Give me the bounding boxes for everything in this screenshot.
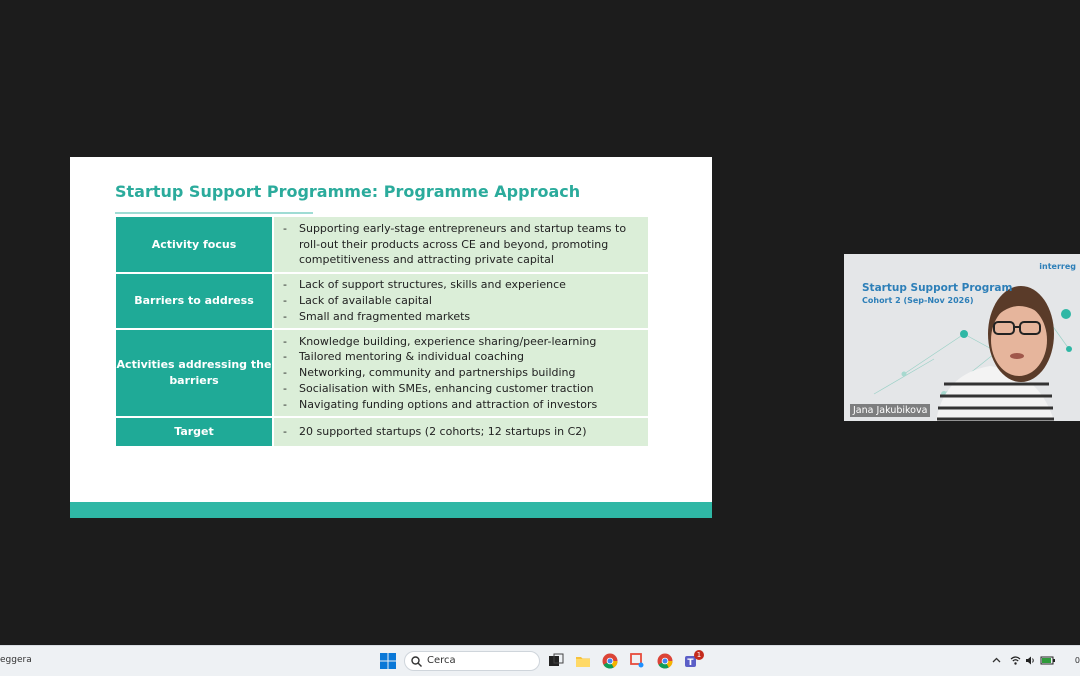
taskbar-search-input[interactable] bbox=[404, 651, 540, 671]
video-background-network bbox=[844, 254, 1080, 421]
slide-title: Startup Support Programme: Programme Approach bbox=[115, 182, 581, 201]
windows-start-icon[interactable] bbox=[380, 653, 396, 669]
table-row bbox=[116, 329, 648, 417]
row-content bbox=[273, 273, 648, 329]
search-placeholder: Cerca bbox=[427, 655, 456, 666]
participant-video-tile[interactable] bbox=[844, 254, 1080, 421]
table-row bbox=[116, 217, 648, 273]
approach-table bbox=[116, 217, 648, 448]
slide-footer-bar bbox=[70, 502, 712, 518]
row-content bbox=[273, 329, 648, 417]
row-label: Activities addressing the barriers bbox=[116, 329, 273, 417]
bullet-list bbox=[274, 424, 648, 440]
list-item: - Supporting early-stage entrepreneurs and startup teams to roll-out their products across CE and beyond, promoting competitiveness and attracting private capital bbox=[283, 221, 648, 268]
search-icon bbox=[411, 656, 422, 667]
battery-icon[interactable] bbox=[1040, 655, 1056, 666]
row-content bbox=[273, 417, 648, 447]
wifi-icon[interactable] bbox=[1010, 655, 1021, 666]
teams-notification-badge: 1 bbox=[694, 650, 704, 660]
bullet-list bbox=[274, 334, 648, 413]
list-item: - Knowledge building, experience sharing/peer-learning bbox=[283, 334, 648, 350]
video-background-title: Startup Support Program bbox=[862, 282, 1013, 294]
bullet-list bbox=[274, 277, 648, 324]
participant-name-label: Jana Jakubikova bbox=[850, 404, 930, 417]
chevron-up-icon[interactable] bbox=[992, 656, 1001, 665]
list-item: - Small and fragmented markets bbox=[283, 309, 648, 325]
interreg-logo: interreg bbox=[1039, 262, 1076, 271]
clock-fragment[interactable]: 0 bbox=[1074, 656, 1080, 665]
windows-taskbar bbox=[0, 645, 1080, 676]
task-view-icon[interactable] bbox=[548, 653, 564, 669]
list-item: - Lack of support structures, skills and experience bbox=[283, 277, 648, 293]
list-item: - Socialisation with SMEs, enhancing customer traction bbox=[283, 381, 648, 397]
table-row bbox=[116, 417, 648, 447]
row-label: Activity focus bbox=[116, 217, 273, 273]
file-explorer-icon[interactable] bbox=[575, 653, 591, 669]
chrome-profile-icon[interactable] bbox=[657, 653, 673, 669]
title-underline bbox=[115, 212, 313, 214]
list-item: - Navigating funding options and attraction of investors bbox=[283, 397, 648, 413]
table-row bbox=[116, 273, 648, 329]
snipping-tool-icon[interactable] bbox=[630, 653, 646, 669]
taskbar-weather-text[interactable]: eggera bbox=[0, 655, 32, 665]
row-content bbox=[273, 217, 648, 273]
bullet-list bbox=[274, 221, 648, 268]
list-item: - Tailored mentoring & individual coaching bbox=[283, 349, 648, 365]
list-item: - Lack of available capital bbox=[283, 293, 648, 309]
svg-text:T: T bbox=[687, 658, 694, 668]
row-label: Barriers to address bbox=[116, 273, 273, 329]
shared-slide bbox=[70, 157, 712, 518]
list-item: - 20 supported startups (2 cohorts; 12 startups in C2) bbox=[283, 424, 648, 440]
volume-icon[interactable] bbox=[1025, 655, 1036, 666]
system-tray bbox=[990, 646, 1080, 676]
video-background-cohort: Cohort 2 (Sep-Nov 2026) bbox=[862, 296, 974, 305]
row-label: Target bbox=[116, 417, 273, 447]
list-item: - Networking, community and partnerships building bbox=[283, 365, 648, 381]
chrome-icon[interactable] bbox=[602, 653, 618, 669]
